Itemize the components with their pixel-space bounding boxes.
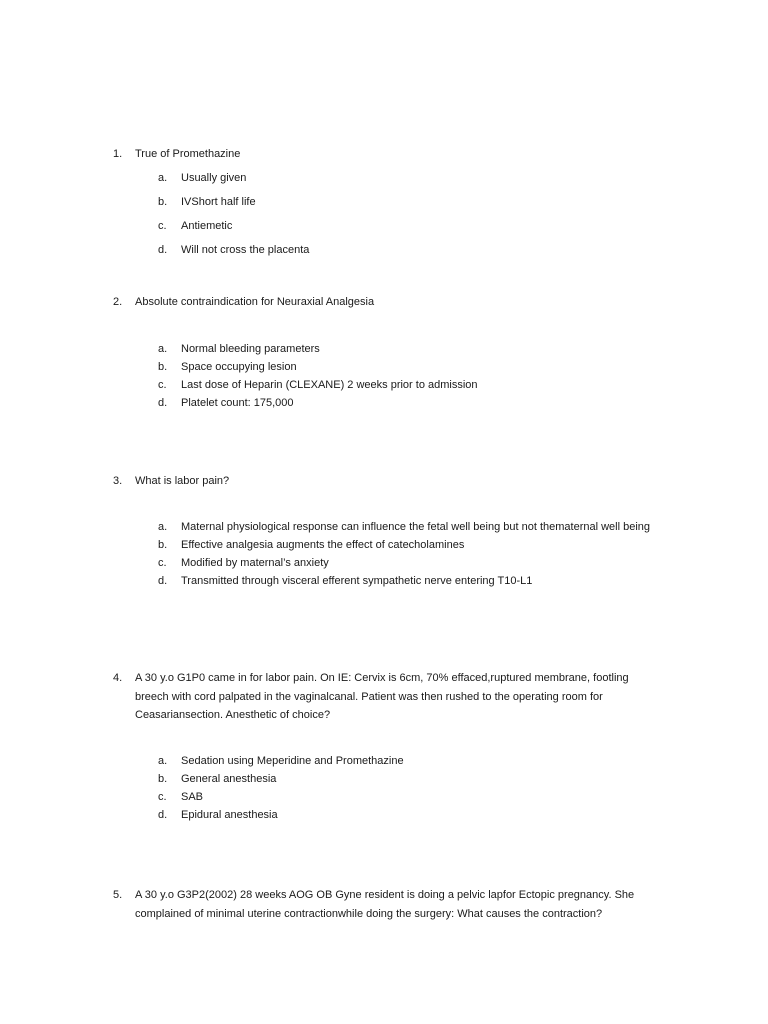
question-2 (113, 293, 658, 412)
question-text: A 30 y.o G3P2(2002) 28 weeks AOG OB Gyne resident is doing a pelvic lapfor Ectopic pregnancy. She complained of minimal uterine contractionwhile doing the surgery: What causes the contraction? (135, 889, 635, 920)
options-list (158, 518, 658, 590)
option-b (158, 193, 658, 211)
option-b (158, 770, 658, 788)
option-d (158, 241, 658, 259)
option-text: Antiemetic (181, 219, 233, 232)
option-text: Maternal physiological response can influence the fetal well being but not thematernal well being (181, 520, 651, 533)
question-number: 5. (113, 889, 123, 901)
question-text: What is labor pain? (135, 475, 230, 487)
option-b (158, 536, 658, 554)
question-stem (113, 669, 658, 725)
option-letter: d. (158, 808, 168, 821)
option-c (158, 376, 658, 394)
option-c (158, 554, 658, 572)
option-letter: c. (158, 556, 167, 569)
option-letter: a. (158, 754, 168, 767)
question-number: 2. (113, 296, 123, 308)
question-stem (113, 293, 658, 312)
option-text: Transmitted through visceral efferent sympathetic nerve entering T10-L1 (181, 574, 533, 587)
option-text: Sedation using Meperidine and Promethazine (181, 754, 404, 767)
option-text: General anesthesia (181, 772, 277, 785)
option-c (158, 217, 658, 235)
option-a (158, 752, 658, 770)
option-text: Last dose of Heparin (CLEXANE) 2 weeks prior to admission (181, 378, 478, 391)
option-text: IVShort half life (181, 195, 256, 208)
option-text: Normal bleeding parameters (181, 342, 320, 355)
question-number: 3. (113, 475, 123, 487)
question-stem (113, 145, 658, 164)
question-1 (113, 145, 658, 259)
option-a (158, 340, 658, 358)
option-letter: b. (158, 360, 168, 373)
question-text: True of Promethazine (135, 148, 241, 160)
option-text: SAB (181, 790, 204, 803)
question-number: 4. (113, 672, 123, 684)
option-letter: b. (158, 195, 168, 208)
option-letter: a. (158, 520, 168, 533)
option-text: Effective analgesia augments the effect of catecholamines (181, 538, 465, 551)
question-text: Absolute contraindication for Neuraxial Analgesia (135, 296, 375, 308)
option-letter: b. (158, 772, 168, 785)
option-letter: b. (158, 538, 168, 551)
option-a (158, 518, 658, 536)
question-stem (113, 886, 658, 923)
option-letter: d. (158, 396, 168, 409)
option-text: Will not cross the placenta (181, 243, 310, 256)
option-c (158, 788, 658, 806)
question-stem (113, 472, 658, 491)
question-3 (113, 472, 658, 590)
option-d (158, 394, 658, 412)
option-d (158, 806, 658, 824)
options-list (158, 340, 658, 412)
option-d (158, 572, 658, 590)
option-letter: c. (158, 790, 167, 803)
options-list (158, 169, 658, 259)
option-text: Platelet count: 175,000 (181, 396, 294, 409)
question-text: A 30 y.o G1P0 came in for labor pain. On IE: Cervix is 6cm, 70% effaced,ruptured membrane, footling breech with cord palpated in the vaginalcanal. Patient was then rushed to the operating room for Ceasariansection. Anesthetic of choice? (135, 672, 629, 721)
option-letter: c. (158, 219, 167, 232)
option-b (158, 358, 658, 376)
question-4 (113, 669, 658, 824)
option-letter: a. (158, 171, 168, 184)
option-text: Usually given (181, 171, 247, 184)
option-text: Epidural anesthesia (181, 808, 278, 821)
options-list (158, 752, 658, 824)
option-letter: c. (158, 378, 167, 391)
option-text: Modified by maternal’s anxiety (181, 556, 329, 569)
option-letter: a. (158, 342, 168, 355)
question-5 (113, 886, 658, 923)
option-a (158, 169, 658, 187)
question-number: 1. (113, 148, 123, 160)
option-letter: d. (158, 574, 168, 587)
option-text: Space occupying lesion (181, 360, 297, 373)
option-letter: d. (158, 243, 168, 256)
